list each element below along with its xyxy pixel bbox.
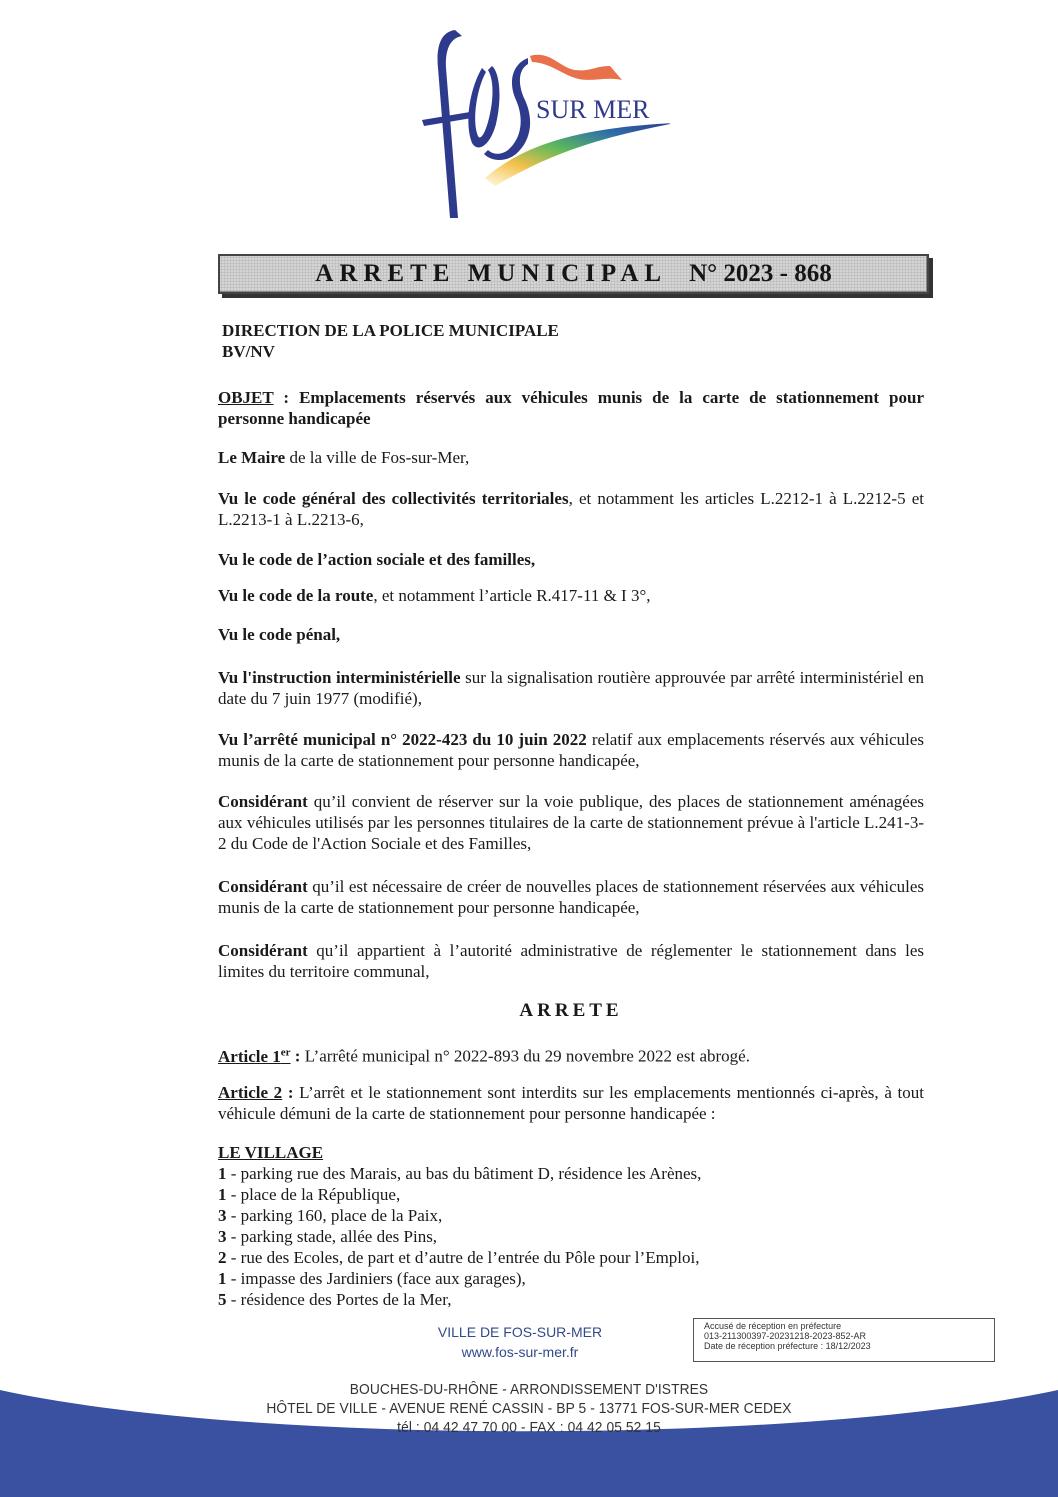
list-item: 2 - rue des Ecoles, de part et d’autre de l’entrée du Pôle pour l’Emploi, xyxy=(218,1248,700,1267)
considerant-2: Considérant qu’il est nécessaire de créer de nouvelles places de stationnement réservées aux véhicules munis de la carte de stationnement pour personne handicapée, xyxy=(218,877,924,917)
list-item: 3 - parking 160, place de la Paix, xyxy=(218,1206,443,1225)
section-title: LE VILLAGE xyxy=(218,1143,324,1162)
considerant-1: Considérant qu’il convient de réserver sur la voie publique, des places de stationnement aménagées aux véhicules utilisés par les personnes titulaires de la carte de stationnement prévue à l'article L.241-3-2 du Code de l'Action Sociale et des Familles, xyxy=(218,792,924,853)
location-list xyxy=(218,1142,818,1310)
issuing-service xyxy=(222,320,559,362)
article-1: Article 1er : L’arrêté municipal n° 2022-893 du 29 novembre 2022 est abrogé. xyxy=(218,1046,750,1066)
article-2-label: Article 2 xyxy=(218,1083,283,1102)
list-item: 3 - parking stade, allée des Pins, xyxy=(218,1227,438,1246)
maire-paragraph: Le Maire de la ville de Fos-sur-Mer, xyxy=(218,448,470,467)
objet-text: Emplacements réservés aux véhicules munis de la carte de stationnement pour personne handicapée xyxy=(218,388,924,428)
fos-sur-mer-logo xyxy=(400,28,670,228)
article-1-label: Article 1er xyxy=(218,1046,291,1066)
considerant-3: Considérant qu’il appartient à l’autorité administrative de réglementer le stationnement dans les limites du territoire communal, xyxy=(218,941,924,981)
list-item: 5 - résidence des Portes de la Mer, xyxy=(218,1290,452,1309)
article-2: Article 2 : L’arrêt et le stationnement sont interdits sur les emplacements mentionnés ci-après, à tout véhicule démuni de la carte de stationnement pour personne handicapée : xyxy=(218,1083,924,1123)
ville-name: VILLE DE FOS-SUR-MER xyxy=(437,1324,603,1340)
prefecture-receipt-stamp: Accusé de réception en préfecture 013-211300397-20231218-2023-852-AR Date de réception préfecture : 18/12/2023 xyxy=(693,1318,995,1362)
decree-number: N° 2023 - 868 xyxy=(689,260,832,287)
objet-label: OBJET xyxy=(218,388,274,407)
decree-title: ARRETE MUNICIPAL xyxy=(315,260,668,287)
arrete-heading: ARRETE xyxy=(519,1000,623,1021)
logo-text: SUR MER xyxy=(536,95,650,124)
service-name: DIRECTION DE LA POLICE MUNICIPALE xyxy=(222,321,559,340)
website-link[interactable]: www.fos-sur-mer.fr xyxy=(461,1344,579,1360)
visa-code-route: Vu le code de la route, et notamment l’article R.417-11 & I 3°, xyxy=(218,586,651,605)
list-item: 1 - parking rue des Marais, au bas du bâtiment D, résidence les Arènes, xyxy=(218,1164,702,1183)
logo-graphic xyxy=(400,28,670,228)
visa-arrete-2022-423: Vu l’arrêté municipal n° 2022-423 du 10 juin 2022 relatif aux emplacements réservés aux véhicules munis de la carte de stationnement pour personne handicapée, xyxy=(218,730,924,770)
footer-address: BOUCHES-DU-RHÔNE - ARRONDISSEMENT D'ISTRES HÔTEL DE VILLE - AVENUE RENÉ CASSIN - BP 5 - 13771 FOS-SUR-MER CEDEX tél : 04 42 47 70 00 - FAX : 04 42 05 52 15 xyxy=(266,1382,792,1436)
list-item: 1 - impasse des Jardiniers (face aux garages), xyxy=(218,1269,526,1288)
visa-action-sociale: Vu le code de l’action sociale et des familles, xyxy=(218,550,536,569)
decree-title-box xyxy=(218,254,929,294)
list-item: 1 - place de la République, xyxy=(218,1185,401,1204)
visa-cgct: Vu le code général des collectivités territoriales, et notamment les articles L.2212-1 à L.2212-5 et L.2213-1 à L.2213-6, xyxy=(218,489,924,529)
footer-ville xyxy=(410,1322,630,1362)
objet-paragraph: OBJET : Emplacements réservés aux véhicules munis de la carte de stationnement pour personne handicapée xyxy=(218,388,924,428)
visa-code-penal: Vu le code pénal, xyxy=(218,625,341,644)
visa-instruction: Vu l'instruction interministérielle sur la signalisation routière approuvée par arrêté interministériel en date du 7 juin 1977 (modifié), xyxy=(218,668,924,708)
service-reference: BV/NV xyxy=(222,342,275,361)
